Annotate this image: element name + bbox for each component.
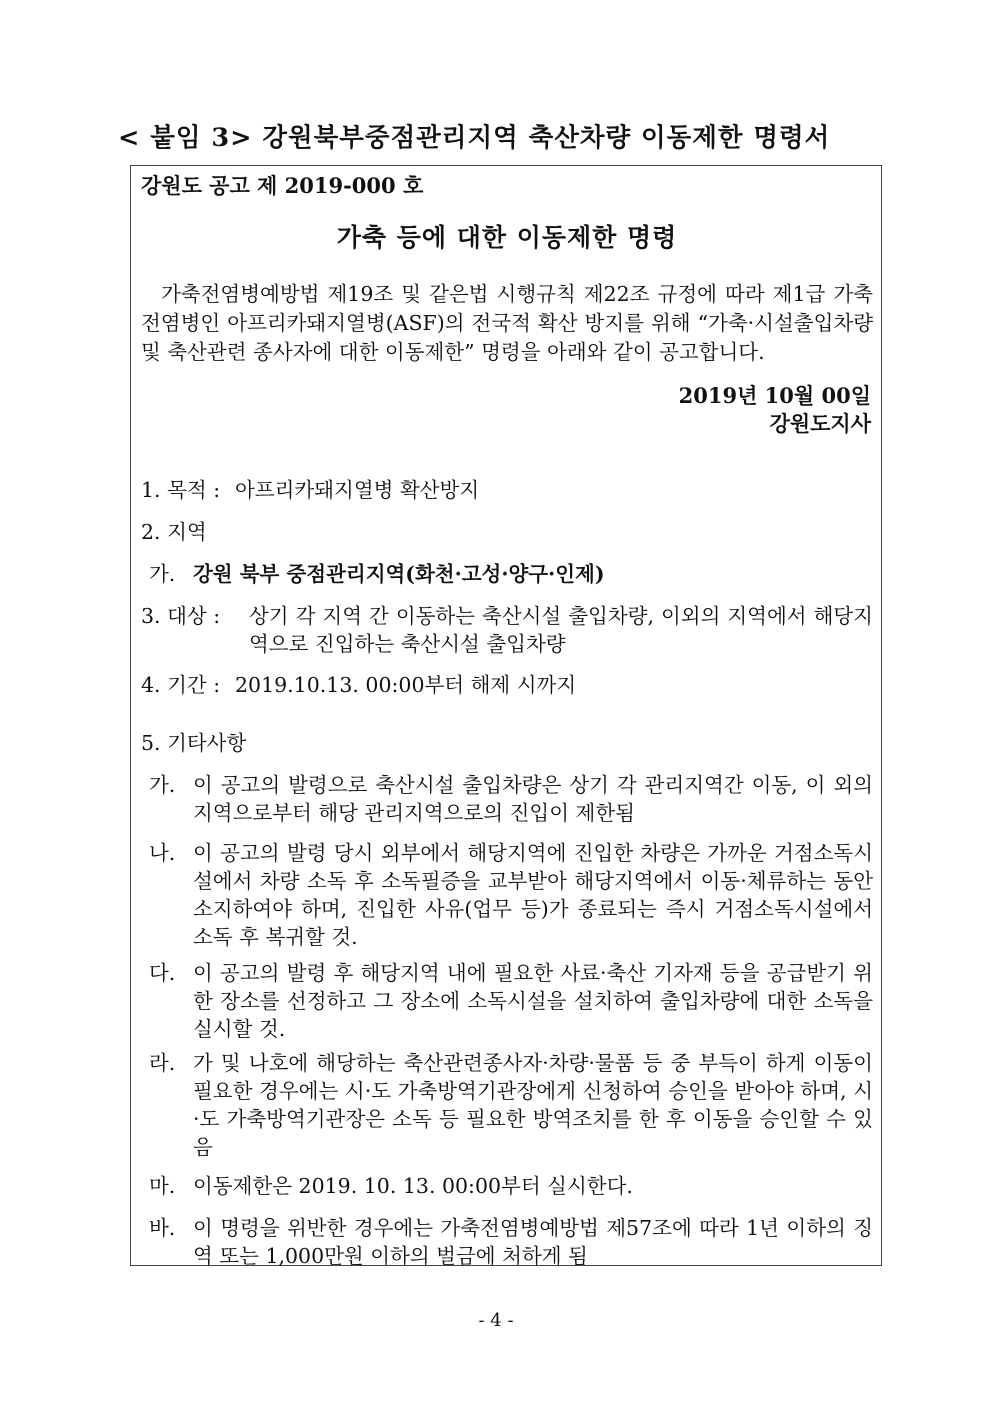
item-region-label: 2. 지역 bbox=[141, 520, 207, 544]
other-item-text: 이 공고의 발령 후 해당지역 내에 필요한 사료·축산 기자재 등을 공급받기 위한 장소를 선정하고 그 장소에 소독시설을 설치하여 출입차량에 대한 소독을 실시할 것. bbox=[193, 961, 873, 1041]
notice-date: 2019년 10월 00일 bbox=[678, 383, 871, 408]
intro-text: 가축전염병예방법 제19조 및 같은법 시행규칙 제22조 규정에 따라 제1급 가축전염병인 아프리카돼지열병(ASF)의 전국적 확산 방지를 위해 “가축·시설출입차량 및 축산관련 종사자에 대한 이동제한” 명령을 아래와 같이 공고합니다. bbox=[141, 282, 873, 364]
other-item-text: 이 공고의 발령 당시 외부에서 해당지역에 진입한 차량은 가까운 거점소독시설에서 차량 소독 후 소독필증을 교부받아 해당지역에서 이동·체류하는 동안 소지하여야 하며, 진입한 사유(업무 등)가 종료되는 즉시 거점소독시설에서 소독 후 복귀할 것. bbox=[193, 841, 873, 949]
item-period-text: 2019.10.13. 00:00부터 해제 시까지 bbox=[235, 673, 577, 697]
item-other-label: 5. 기타사항 bbox=[141, 731, 247, 755]
other-item-label: 다. bbox=[149, 961, 176, 985]
item-target-text: 상기 각 지역 간 이동하는 축산시설 출입차량, 이외의 지역에서 해당지역으로 진입하는 축산시설 출입차량 bbox=[249, 604, 873, 656]
item-period bbox=[141, 671, 873, 699]
other-item-label: 나. bbox=[149, 841, 176, 865]
other-item-text: 이동제한은 2019. 10. 13. 00:00부터 실시한다. bbox=[193, 1174, 633, 1198]
other-item-text: 이 공고의 발령으로 축산시설 출입차량은 상기 각 관리지역간 이동, 이 외의 지역으로부터 해당 관리지역으로의 진입이 제한됨 bbox=[193, 773, 873, 825]
item-purpose-label: 1. 목적 : bbox=[141, 478, 221, 502]
region-sub-item bbox=[149, 560, 873, 588]
item-period-label: 4. 기간 : bbox=[141, 673, 221, 697]
other-item-text: 가 및 나호에 해당하는 축산관련종사자·차량·물품 등 중 부득이 하게 이동이 필요한 경우에는 시·도 가축방역기관장에게 신청하여 승인을 받아야 하며, 시·도 가축방역기관장은 소독 등 필요한 방역조치를 한 후 이동을 승인할 수 있음 bbox=[193, 1051, 873, 1159]
other-item-label: 가. bbox=[149, 773, 176, 797]
other-item-ga bbox=[149, 771, 873, 827]
region-sub-label: 가. bbox=[149, 562, 176, 586]
other-item-label: 마. bbox=[149, 1174, 176, 1198]
region-sub-text: 강원 북부 중점관리지역(화천·고성·양구·인제) bbox=[193, 562, 605, 586]
item-target-label: 3. 대상 : bbox=[141, 604, 221, 628]
other-item-label: 바. bbox=[149, 1216, 176, 1240]
attachment-title: < 붙임 3> 강원북부중점관리지역 축산차량 이동제한 명령서 bbox=[118, 123, 831, 153]
item-purpose-text: 아프리카돼지열병 확산방지 bbox=[235, 478, 480, 502]
other-item-ma bbox=[149, 1172, 873, 1200]
page-number: - 4 - bbox=[478, 1310, 514, 1331]
intro-paragraph bbox=[141, 280, 873, 367]
item-purpose bbox=[141, 476, 873, 504]
other-item-na bbox=[149, 839, 873, 951]
item-target bbox=[141, 602, 873, 658]
other-item-ra bbox=[149, 1049, 873, 1161]
order-title: 가축 등에 대한 이동제한 명령 bbox=[336, 223, 678, 252]
other-item-da bbox=[149, 959, 873, 1043]
other-item-ba bbox=[149, 1214, 873, 1270]
issuer: 강원도지사 bbox=[769, 411, 871, 436]
other-item-label: 라. bbox=[149, 1051, 176, 1075]
other-item-text: 이 명령을 위반한 경우에는 가축전염병예방법 제57조에 따라 1년 이하의 징역 또는 1,000만원 이하의 벌금에 처하게 됨 bbox=[193, 1216, 873, 1268]
notice-number: 강원도 공고 제 2019-000 호 bbox=[141, 173, 424, 198]
notice-box bbox=[130, 165, 882, 1266]
